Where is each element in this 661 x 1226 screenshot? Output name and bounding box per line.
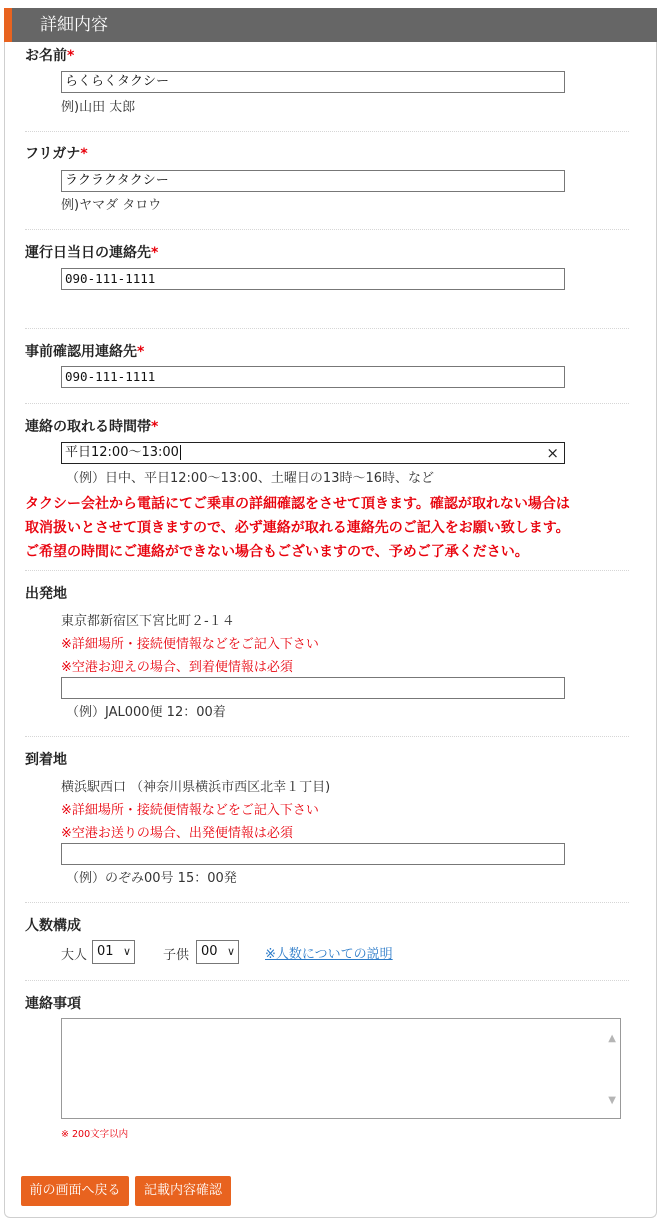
- arrival-label: 到着地: [25, 752, 67, 768]
- text-caret: [180, 445, 181, 460]
- divider: [25, 736, 629, 737]
- required-mark: *: [137, 344, 145, 360]
- pre-contact-input[interactable]: 090-111-1111: [61, 366, 565, 388]
- scroll-down-icon[interactable]: ▼: [608, 1095, 616, 1106]
- required-mark: *: [67, 48, 75, 64]
- pre-contact-label: 事前確認用連絡先*: [25, 344, 145, 360]
- notes-textarea[interactable]: [61, 1018, 621, 1119]
- furigana-input[interactable]: ラクラクタクシー: [61, 170, 565, 192]
- divider: [25, 902, 629, 903]
- section-title: 詳細内容: [40, 15, 108, 35]
- required-mark: *: [151, 419, 159, 435]
- party-label: 人数構成: [25, 918, 81, 934]
- departure-label: 出発地: [25, 586, 67, 602]
- departure-note: ※空港お迎えの場合、到着便情報は必須: [61, 660, 293, 675]
- party-help-link[interactable]: ※人数についての説明: [265, 947, 393, 962]
- back-button[interactable]: 前の画面へ戻る: [21, 1176, 129, 1206]
- time-slot-input[interactable]: [61, 442, 565, 464]
- time-slot-example: （例）日中、平日12:00～13:00、土曜日の13時～16時、など: [66, 471, 435, 486]
- furigana-label: フリガナ*: [25, 146, 88, 162]
- adult-select-value: 01: [97, 944, 114, 959]
- time-slot-value: 平日12:00～13:00: [65, 445, 179, 460]
- chevron-down-icon: ∨: [122, 945, 131, 958]
- divider: [25, 229, 629, 230]
- departure-detail-input[interactable]: [61, 677, 565, 699]
- confirm-button[interactable]: 記載内容確認: [135, 1176, 231, 1206]
- departure-example: （例）JAL000便 12：00着: [66, 705, 226, 720]
- warning-line: 取消扱いとさせて頂きますので、必ず連絡が取れる連絡先のご記入をお願い致します。: [25, 520, 570, 536]
- header-accent-bar: [4, 8, 12, 42]
- notes-label: 連絡事項: [25, 996, 81, 1012]
- adult-label: 大人: [61, 948, 88, 963]
- notes-limit-note: ※ 200文字以内: [61, 1129, 129, 1140]
- warning-line: タクシー会社から電話にてご乗車の詳細確認をさせて頂きます。確認が取れない場合は: [25, 496, 570, 512]
- furigana-example: 例)ヤマダ タロウ: [61, 198, 162, 213]
- divider: [25, 570, 629, 571]
- child-label: 子供: [163, 948, 190, 963]
- day-contact-input[interactable]: 090-111-1111: [61, 268, 565, 290]
- name-label: お名前*: [25, 48, 75, 64]
- arrival-detail-input[interactable]: [61, 843, 565, 865]
- required-mark: *: [151, 245, 159, 261]
- arrival-address: 横浜駅西口 （神奈川県横浜市西区北幸１丁目): [61, 780, 331, 795]
- warning-line: ご希望の時間にご連絡ができない場合もございますので、予めご了承ください。: [25, 544, 529, 560]
- departure-note: ※詳細場所・接続便情報などをご記入下さい: [61, 637, 319, 652]
- name-input[interactable]: らくらくタクシー: [61, 71, 565, 93]
- divider: [25, 980, 629, 981]
- clear-icon[interactable]: ×: [546, 444, 559, 462]
- departure-address: 東京都新宿区下宮比町２-１４: [61, 614, 235, 629]
- arrival-note: ※詳細場所・接続便情報などをご記入下さい: [61, 803, 319, 818]
- section-header: [4, 8, 657, 42]
- required-mark: *: [80, 146, 88, 162]
- chevron-down-icon: ∨: [226, 945, 235, 958]
- arrival-note: ※空港お送りの場合、出発便情報は必須: [61, 826, 293, 841]
- scroll-up-icon[interactable]: ▲: [608, 1033, 616, 1044]
- divider: [25, 403, 629, 404]
- divider: [25, 328, 629, 329]
- divider: [25, 131, 629, 132]
- contact-warning: [25, 492, 635, 564]
- name-example: 例)山田 太郎: [61, 100, 136, 115]
- arrival-example: （例）のぞみ00号 15：00発: [66, 871, 237, 886]
- child-select[interactable]: [196, 940, 239, 964]
- child-select-value: 00: [201, 944, 218, 959]
- day-contact-label: 運行日当日の連絡先*: [25, 245, 159, 261]
- time-slot-label: 連絡の取れる時間帯*: [25, 419, 159, 435]
- adult-select[interactable]: [92, 940, 135, 964]
